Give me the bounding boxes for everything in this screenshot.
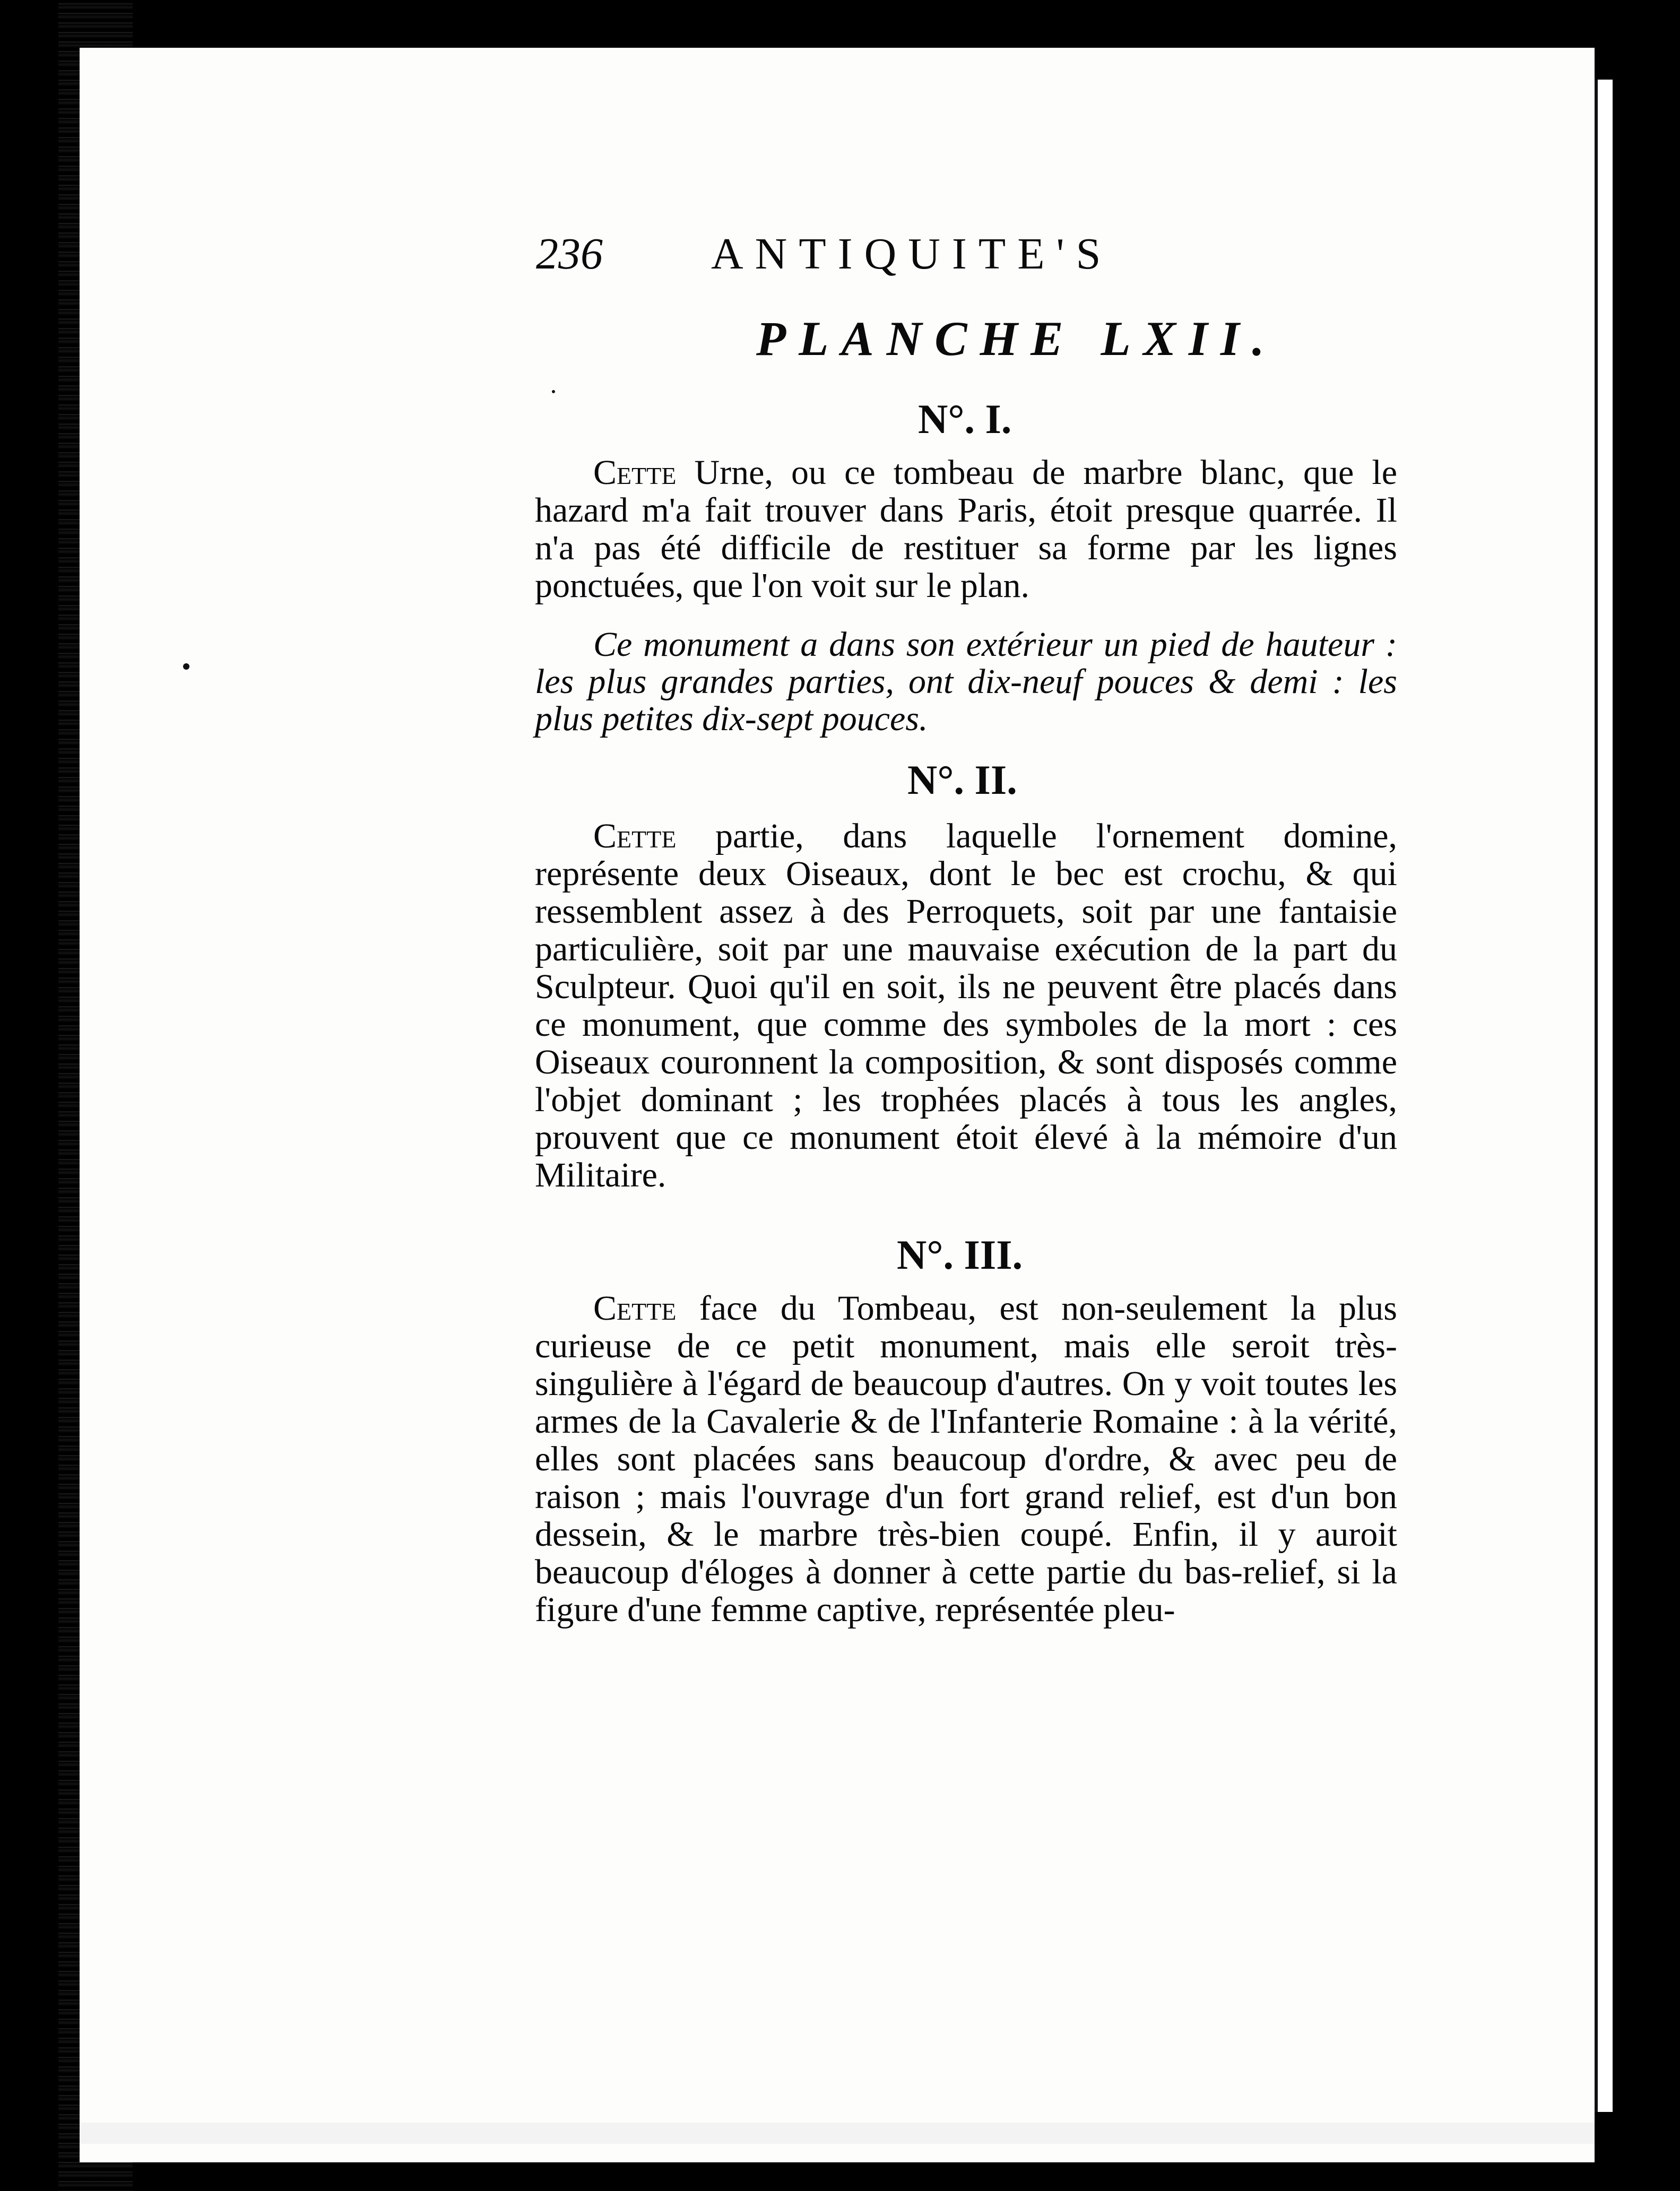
paragraph-lead: Cette [593,453,677,492]
paragraph-2 [535,817,1397,1194]
paragraph-lead: Cette [593,817,677,855]
section-heading-3: N°. III. [897,1232,1023,1278]
ink-speck [552,390,555,393]
paragraph-dimensions [535,626,1397,738]
page-number: 236 [536,229,603,279]
running-header [536,228,1226,292]
section-heading-2: N°. II. [907,757,1017,803]
paragraph-lead: Cette [593,1289,677,1328]
paragraph-text: Ce monument a dans son extérieur un pied de hauteur : les plus grandes parties, ont dix-neuf pouces & demi : les plus petites dix-sept pouces. [535,625,1397,738]
paragraph-text: Urne, ou ce tombeau de marbre blanc, que le hazard m'a fait trouver dans Paris, étoit presque quarrée. Il n'a pas été difficile de restituer sa forme par les lignes ponctuées, que l'on voit sur le plan. [535,453,1397,605]
paragraph-1 [535,454,1397,604]
running-title: ANTIQUITE'S [711,229,1113,279]
paragraph-text: partie, dans laquelle l'ornement domine, représente deux Oiseaux, dont le bec est crochu, & qui ressemblent assez à des Perroquets, soit par une fantaisie particulière, soit par une mauvaise exécution de la part du Sculpteur. Quoi qu'il en soit, ils ne peuvent être placés dans ce monument, que comme des symboles de la mort : ces Oiseaux couronnent la composition, & sont disposés comme l'objet dominant ; les trophées placés à tous les angles, prouvent que ce monument étoit élevé à la mémoire d'un Militaire. [535,817,1397,1194]
plate-title: PLANCHE LXII. [756,311,1277,366]
section-heading-1: N°. I. [918,396,1012,442]
paragraph-3 [535,1289,1397,1629]
page-bottom-edge [80,2123,1595,2144]
page-edge-rule [1595,80,1613,2112]
ink-speck [183,663,189,670]
paragraph-text: face du Tombeau, est non-seulement la plus curieuse de ce petit monument, mais elle seroit très-singulière à l'égard de beaucoup d'autres. On y voit toutes les armes de la Cavalerie & de l'Infanterie Romaine : à la vérité, elles sont placées sans beaucoup d'ordre, & avec peu de raison ; mais l'ouvrage d'un fort grand relief, est d'un bon dessein, & le marbre très-bien coupé. Enfin, il y auroit beaucoup d'éloges à donner à cette partie du bas-relief, si la figure d'une femme captive, représentée pleu- [535,1289,1397,1629]
